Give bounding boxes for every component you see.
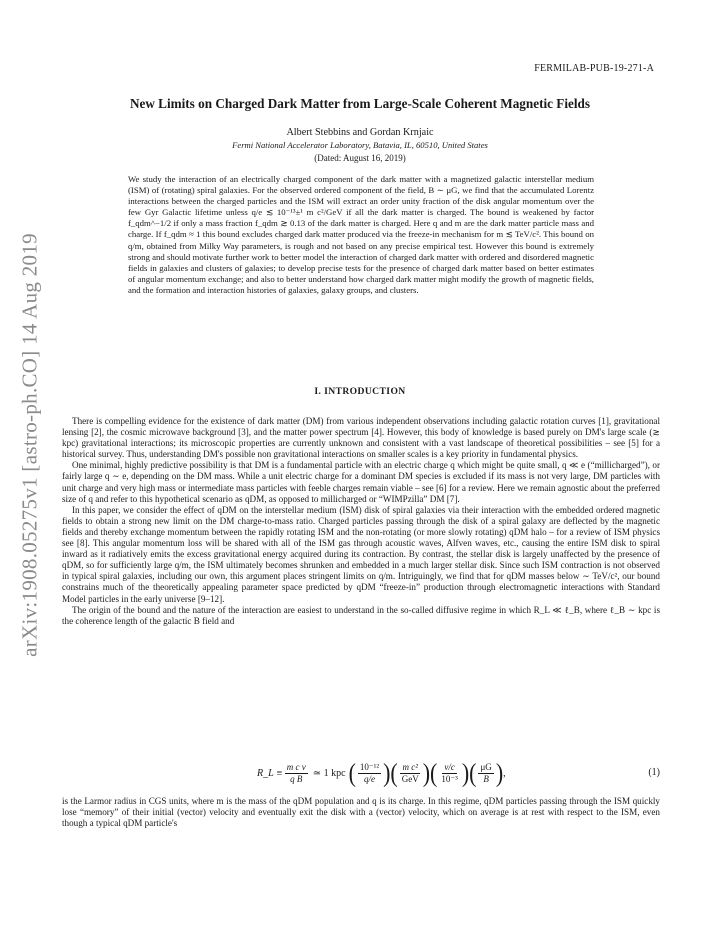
fraction-numerator: v/c bbox=[444, 761, 455, 772]
equation-fraction bbox=[285, 762, 308, 785]
paragraph: One minimal, highly predictive possibility is that DM is a fundamental particle with an electric charge q which might be quite small, q ≪ e (“millicharged”), or fairly large q ∼ e, depending on the DM mass. While a unit electric charge for a dominant DM species is excluded if its mass is not very large, DM particles with unit charge and very high mass or intermediate mass particles with feeble charges remain viable – see [6] for a review. Here we remain agnostic about the preferred size of q and refer to this hypothetical scenario as qDM, as opposed to millicharged or “WIMPzilla” DM [7]. bbox=[62, 460, 660, 504]
equation-body bbox=[257, 756, 506, 790]
equation-fraction bbox=[478, 762, 493, 785]
fraction-denominator: GeV bbox=[401, 773, 419, 784]
section-heading: I. INTRODUCTION bbox=[314, 386, 406, 397]
equation-fraction bbox=[400, 762, 421, 785]
arxiv-watermark bbox=[10, 230, 50, 660]
fraction-numerator: μG bbox=[480, 761, 492, 772]
equation-comma: , bbox=[503, 767, 506, 779]
equation-1 bbox=[62, 756, 660, 790]
author-list: Albert Stebbins and Gordan Krnjaic bbox=[286, 127, 434, 138]
fraction-denominator: B bbox=[483, 773, 489, 784]
equation-fraction bbox=[358, 762, 381, 785]
introduction-body bbox=[62, 416, 660, 627]
equation-number: (1) bbox=[648, 767, 660, 778]
abstract: We study the interaction of an electrically charged component of the dark matter with a magnetized galactic interstellar medium (ISM) of (rotating) spiral galaxies. For the observed ordered component of the field, B ∼ μG, we find that the accumulated Lorentz interactions between the charged particles and the ISM will extract an order unity fraction of the disk angular momentum over the few Gyr Galactic lifetime unless q/e ≲ 10⁻¹³±¹ m c²/GeV if all the dark matter is charged. The bound is weakened by factor f_qdm^−1/2 if only a mass fraction f_qdm ≳ 0.13 of the dark matter is charged. Here q and m are the dark matter particle mass and charge. If f_qdm ≈ 1 this bound excludes charged dark matter produced via the freeze-in mechanism for m ≲ TeV/c². This bound on q/m, obtained from Milky Way parameters, is rough and not based on any precise empirical test. However this bound is extremely strong and should motivate further work to better model the interaction of charged dark matter with ordered and disordered magnetic fields in galaxies and clusters of galaxies; to develop precise tests for the presence of charged dark matter based on better estimates of angular momentum exchange; and also to better understand how charged dark matter might modify the growth of magnetic fields, and the formation and interaction histories of galaxies, galaxy groups, and clusters. bbox=[128, 174, 594, 295]
paragraph: There is compelling evidence for the existence of dark matter (DM) from various independent observations including galactic rotation curves [1], gravitational lensing [2], the cosmic microwave background [3], and the matter power spectrum [4]. However, this body of knowledge is based purely on DM's large scale (≳ kpc) gravitational interactions; its microscopic properties are currently unknown and consistent with a vast landscape of theoretical possibilities – see [5] for a historical survey. Thus, understanding DM's possible non gravitational interactions on smaller scales is a key priority in fundamental physics. bbox=[62, 416, 660, 460]
fraction-numerator: 10⁻¹² bbox=[359, 761, 380, 772]
left-paren: ( bbox=[390, 757, 398, 788]
fraction-denominator: 10⁻³ bbox=[441, 773, 458, 784]
right-paren: ) bbox=[422, 757, 431, 788]
equation-approx: ≃ 1 kpc bbox=[312, 767, 346, 779]
fraction-denominator: q/e bbox=[363, 773, 375, 784]
left-paren: ( bbox=[348, 757, 356, 788]
date-line: (Dated: August 16, 2019) bbox=[314, 153, 406, 163]
equation-lhs: R_L ≡ bbox=[257, 767, 283, 779]
equation-fraction bbox=[439, 762, 459, 785]
affiliation: Fermi National Accelerator Laboratory, Batavia, IL, 60510, United States bbox=[232, 140, 488, 150]
left-paren: ( bbox=[469, 757, 477, 788]
fraction-denominator: q B bbox=[290, 773, 303, 784]
right-paren: ) bbox=[461, 757, 470, 788]
fraction-numerator: m c² bbox=[402, 761, 418, 772]
arxiv-identifier: arXiv:1908.05275v1 [astro-ph.CO] 14 Aug 2019 bbox=[17, 233, 42, 657]
post-equation-body bbox=[62, 796, 660, 829]
fraction-numerator: m c v bbox=[286, 761, 306, 772]
paragraph: is the Larmor radius in CGS units, where m is the mass of the qDM population and q is its charge. In this regime, qDM particles passing through the ISM quickly lose “memory” of their initial (vector) velocity and eventually exit the disk with a (vector) velocity, which on average is at rest with respect to the ISM, even though a typical qDM particle's bbox=[62, 796, 660, 829]
left-paren: ( bbox=[430, 757, 438, 788]
report-number: FERMILAB-PUB-19-271-A bbox=[534, 63, 654, 74]
right-paren: ) bbox=[495, 757, 504, 788]
right-paren: ) bbox=[383, 757, 391, 788]
paragraph: In this paper, we consider the effect of qDM on the interstellar medium (ISM) disk of spiral galaxies via their interaction with the embedded ordered magnetic fields to obtain a strong new limit on the DM charge-to-mass ratio. Charged particles passing through the disk of a spiral galaxy are deflected by the magnetic fields and thereby exchange momentum between the rapidly rotating ISM and the non-rotating (or more slowly rotating) qDM halo – for a review of ISM physics see [8]. This angular momentum loss will be shared with all of the ISM gas through acoustic waves, Alfven waves, etc., causing the entire ISM disk to spiral inward as it radiatively emits the excess gravitational energy acquired during its contraction. By contrast, the stellar disk is largely unaffected by the presence of qDM, so for sufficiently large q/m, the ISM ultimately becomes shrunken and embedded in a much larger stellar disk. Since such ISM contraction is not observed in typical spiral galaxies, including our own, this argument places stringent limits on q/m. Intriguingly, we find that for qDM masses below ∼ TeV/c², our bound constrains much of the theoretically appealing parameter space predicted by qDM “freeze-in” production through electromagnetic interactions with Standard Model particles in the early universe [9–12]. bbox=[62, 504, 660, 604]
paragraph: The origin of the bound and the nature of the interaction are easiest to understand in the so-called diffusive regime in which R_L ≪ ℓ_B, where ℓ_B ∼ kpc is the coherence length of the galactic B field and bbox=[62, 604, 660, 626]
paper-title: New Limits on Charged Dark Matter from Large-Scale Coherent Magnetic Fields bbox=[129, 96, 590, 111]
